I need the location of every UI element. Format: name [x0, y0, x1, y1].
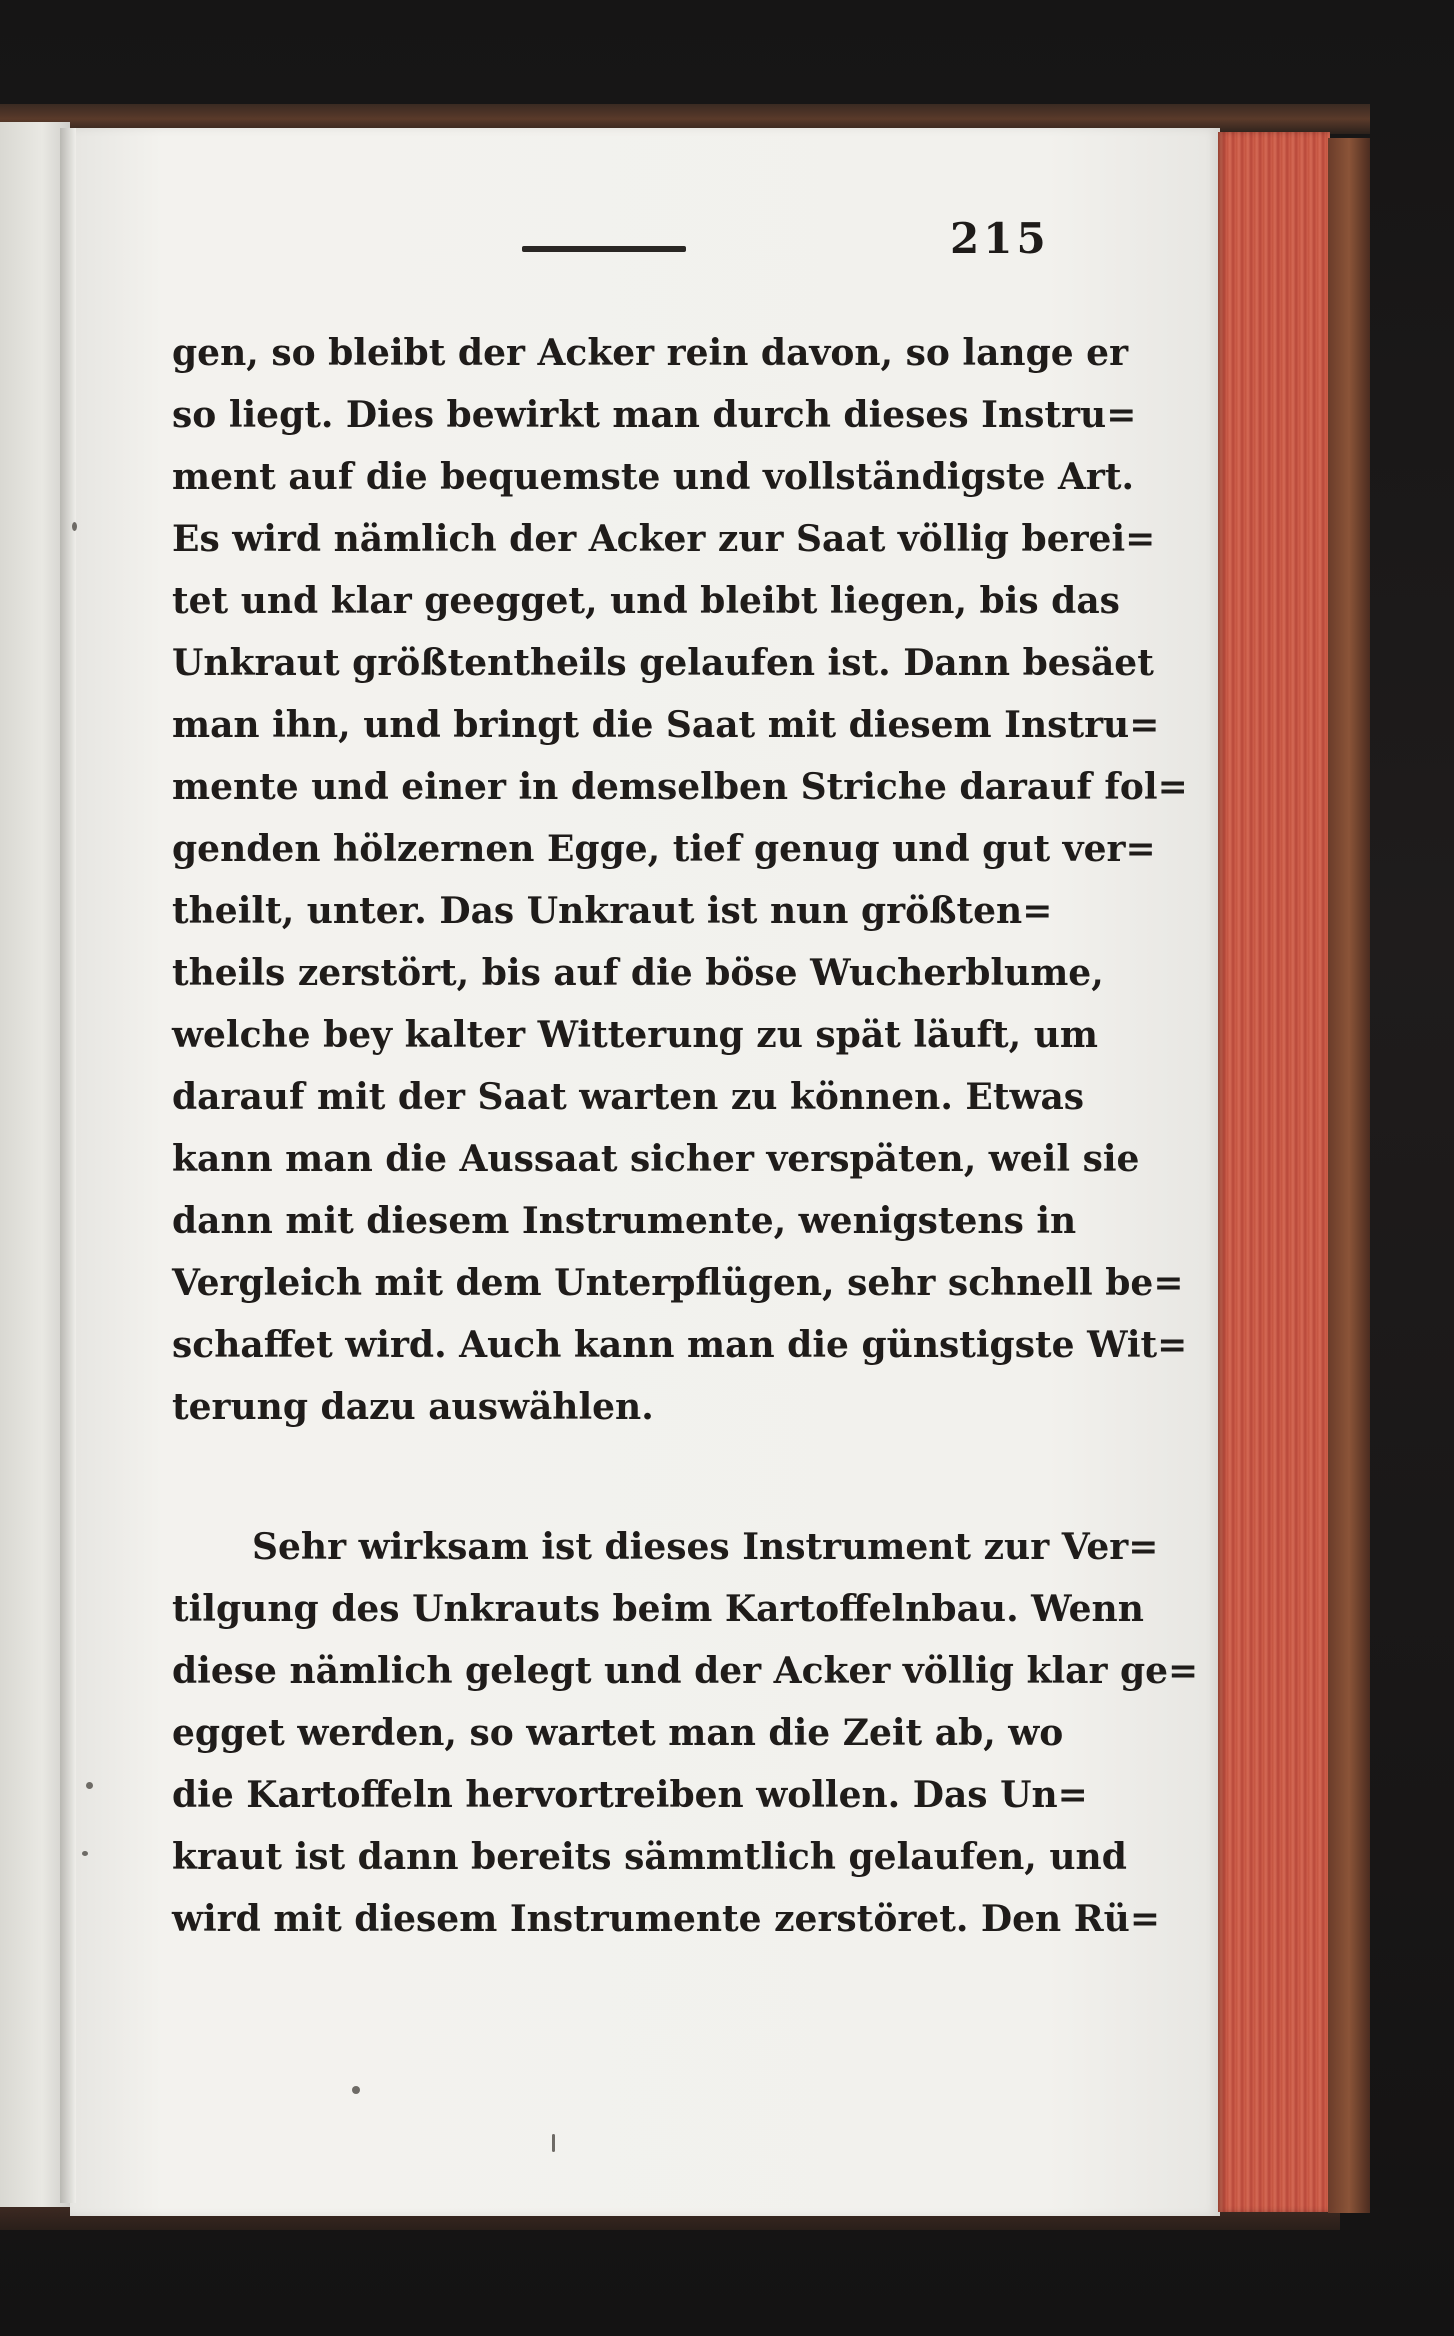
- text-line: ment auf die bequemste und vollständigste Art.: [172, 456, 1135, 498]
- text-line: egget werden, so wartet man die Zeit ab, wo: [172, 1712, 1064, 1754]
- paper-speck: [86, 1782, 93, 1789]
- text-line: mente und einer in demselben Striche darauf fol=: [172, 766, 1188, 808]
- paragraph-1: [172, 322, 1188, 1438]
- red-page-edges: [1218, 132, 1330, 2212]
- header-rule: [522, 246, 686, 252]
- text-line: Vergleich mit dem Unterpflügen, sehr schnell be=: [172, 1262, 1184, 1304]
- text-line: darauf mit der Saat warten zu können. Etwas: [172, 1076, 1085, 1118]
- paragraph-gap: [172, 1438, 1032, 1516]
- text-line: Sehr wirksam ist dieses Instrument zur Ver=: [252, 1526, 1159, 1568]
- paper-speck: [72, 522, 77, 531]
- paper-speck: [552, 2134, 555, 2152]
- text-line: Unkraut größtentheils gelaufen ist. Dann besäet: [172, 642, 1154, 684]
- paper-speck: [82, 1851, 88, 1856]
- book-binding-right: [1328, 138, 1370, 2213]
- text-line: so liegt. Dies bewirkt man durch dieses Instru=: [172, 394, 1137, 436]
- text-line: diese nämlich gelegt und der Acker völlig klar ge=: [172, 1650, 1199, 1692]
- page-gutter: [60, 128, 76, 2203]
- text-line: die Kartoffeln hervortreiben wollen. Das Un=: [172, 1774, 1088, 1816]
- text-line: genden hölzernen Egge, tief genug und gut ver=: [172, 828, 1156, 870]
- text-line: tet und klar geegget, und bleibt liegen, bis das: [172, 580, 1120, 622]
- text-line: tilgung des Unkrauts beim Kartoffelnbau. Wenn: [172, 1588, 1144, 1630]
- text-line: Es wird nämlich der Acker zur Saat völlig berei=: [172, 518, 1156, 560]
- text-line: terung dazu auswählen.: [172, 1386, 654, 1428]
- page-number: 215: [950, 214, 1050, 263]
- text-line: wird mit diesem Instrumente zerstöret. Den Rü=: [172, 1898, 1160, 1940]
- text-line: kraut ist dann bereits sämmtlich gelaufen, und: [172, 1836, 1127, 1878]
- paragraph-2: [172, 1516, 1199, 1950]
- text-line: theilt, unter. Das Unkraut ist nun größten=: [172, 890, 1053, 932]
- text-line: dann mit diesem Instrumente, wenigstens in: [172, 1200, 1077, 1242]
- text-line: schaffet wird. Auch kann man die günstigste Wit=: [172, 1324, 1188, 1366]
- text-line: gen, so bleibt der Acker rein davon, so lange er: [172, 332, 1129, 374]
- text-line: welche bey kalter Witterung zu spät läuft, um: [172, 1014, 1098, 1056]
- paper-speck: [352, 2086, 360, 2094]
- text-line: theils zerstört, bis auf die böse Wucherblume,: [172, 952, 1104, 994]
- body-text: [172, 322, 1199, 1950]
- text-line: man ihn, und bringt die Saat mit diesem Instru=: [172, 704, 1160, 746]
- text-line: kann man die Aussaat sicher verspäten, weil sie: [172, 1138, 1140, 1180]
